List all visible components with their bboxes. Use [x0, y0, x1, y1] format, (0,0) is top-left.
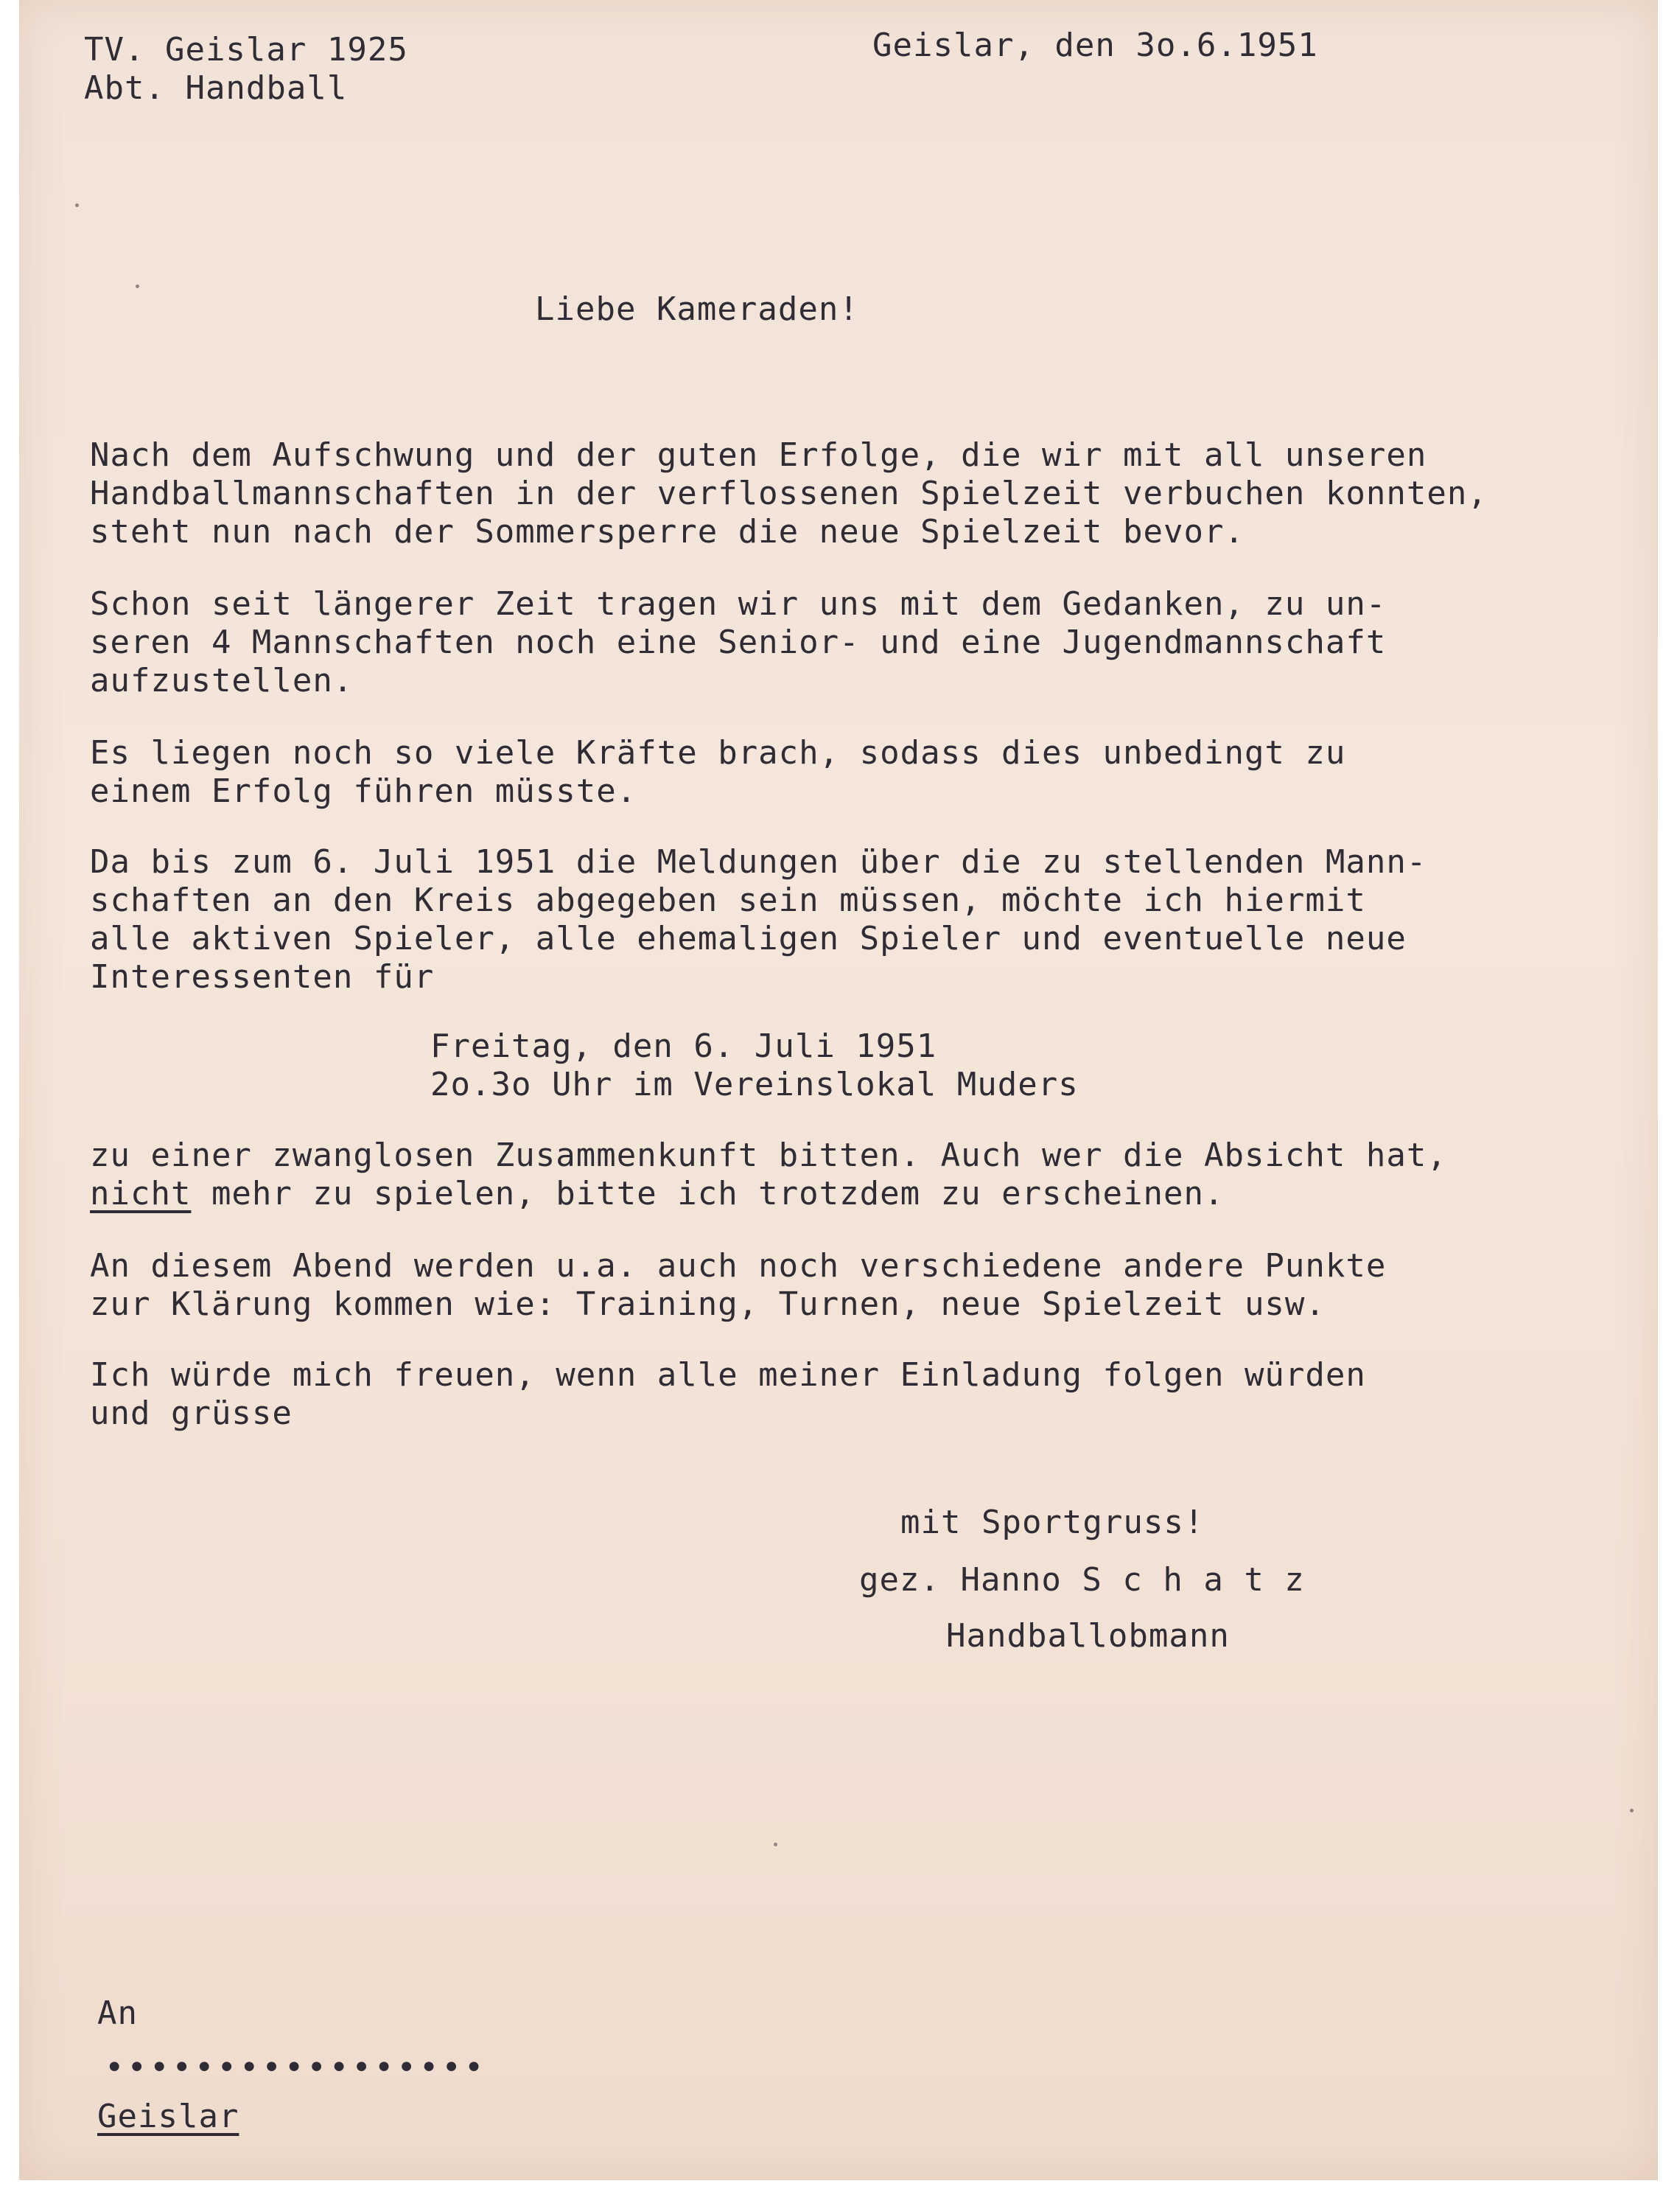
salutation: Liebe Kameraden!	[535, 290, 859, 328]
paragraph-7-line-1: Ich würde mich freuen, wenn alle meiner Einladung folgen würden	[90, 1356, 1366, 1394]
address-dots: •••••••••••••••••	[105, 2049, 487, 2087]
paragraph-2-line-2: seren 4 Mannschaften noch eine Senior- und eine Jugendmannschaft	[90, 624, 1387, 661]
meeting-time-place: 2o.3o Uhr im Vereinslokal Muders	[430, 1066, 1079, 1103]
paragraph-5-line-2	[90, 1175, 1224, 1213]
letter-page	[19, 0, 1658, 2180]
paragraph-3-line-2: einem Erfolg führen müsste.	[90, 772, 637, 810]
paragraph-4-line-2: schaften an den Kreis abgegeben sein müssen, möchte ich hiermit	[90, 882, 1366, 919]
paragraph-1-line-2: Handballmannschaften in der verflossenen Spielzeit verbuchen konnten,	[90, 475, 1488, 512]
paragraph-2-line-1: Schon seit längerer Zeit tragen wir uns mit dem Gedanken, zu un-	[90, 585, 1387, 623]
paragraph-1-line-3: steht nun nach der Sommersperre die neue Spielzeit bevor.	[90, 513, 1245, 551]
paper-speck	[774, 1843, 777, 1846]
org-department: Abt. Handball	[84, 69, 348, 107]
paper-speck	[136, 285, 139, 288]
paragraph-7-line-2: und grüsse	[90, 1395, 293, 1432]
paragraph-4-line-3: alle aktiven Spieler, alle ehemaligen Spieler und eventuelle neue	[90, 920, 1407, 957]
paragraph-5-line-1: zu einer zwanglosen Zusammenkunft bitten. Auch wer die Absicht hat,	[90, 1137, 1447, 1174]
emphasis-nicht: nicht	[90, 1175, 192, 1212]
paragraph-3-line-1: Es liegen noch so viele Kräfte brach, sodass dies unbedingt zu	[90, 734, 1346, 772]
paragraph-2-line-3: aufzustellen.	[90, 662, 354, 699]
signature: gez. Hanno S c h a t z	[859, 1561, 1305, 1599]
paragraph-1-line-1: Nach dem Aufschwung und der guten Erfolge, die wir mit all unseren	[90, 436, 1427, 474]
signer-role: Handballobmann	[946, 1617, 1230, 1655]
paragraph-6-line-1: An diesem Abend werden u.a. auch noch verschiedene andere Punkte	[90, 1247, 1387, 1285]
meeting-date: Freitag, den 6. Juli 1951	[430, 1027, 937, 1065]
paragraph-6-line-2: zur Klärung kommen wie: Training, Turnen, neue Spielzeit usw.	[90, 1285, 1326, 1323]
address-label: An	[97, 1994, 138, 2032]
closing-greeting: mit Sportgruss!	[900, 1504, 1205, 1541]
place-date: Geislar, den 3o.6.1951	[872, 27, 1318, 64]
paper-speck	[1630, 1809, 1634, 1812]
paper-speck	[75, 203, 79, 207]
paragraph-4-line-1: Da bis zum 6. Juli 1951 die Meldungen über die zu stellenden Mann-	[90, 843, 1427, 881]
paragraph-4-line-4: Interessenten für	[90, 958, 435, 996]
paragraph-5-line-2-rest: mehr zu spielen, bitte ich trotzdem zu erscheinen.	[191, 1175, 1225, 1212]
address-city: Geislar	[97, 2098, 239, 2135]
org-name: TV. Geislar 1925	[84, 31, 408, 69]
